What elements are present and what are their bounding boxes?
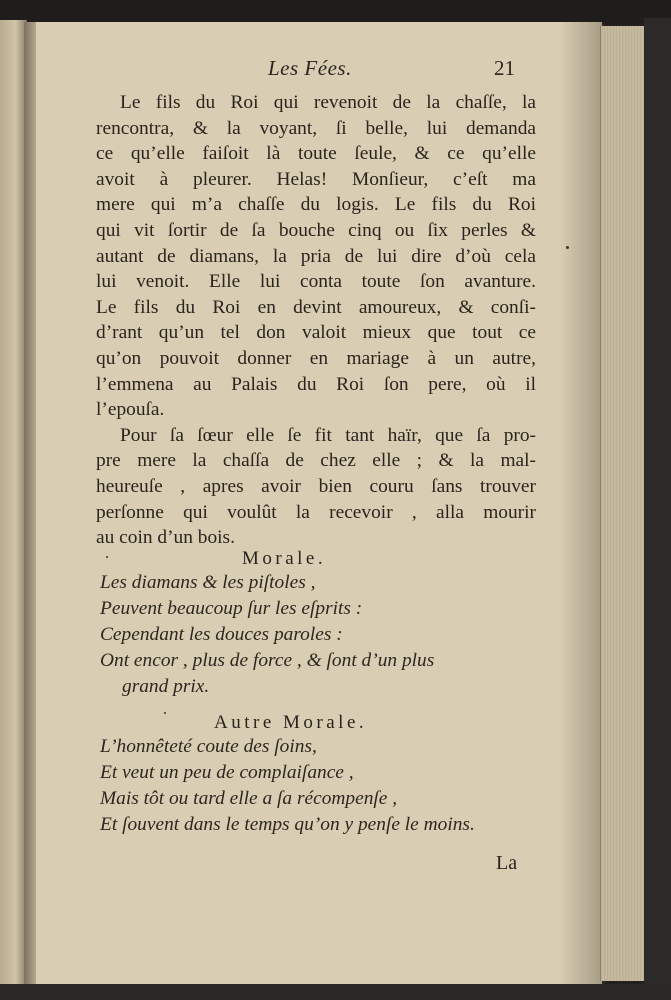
text-line: avoit à pleurer. Helas! Monſieur, c’eſt ma [96,168,536,190]
verse-line: Et ſouvent dans le temps qu’on y penſe le moins. [100,814,475,835]
verse-line: Et veut un peu de complaiſance , [100,762,354,783]
text-line: pre mere la chaſſa de chez elle ; & la mal- [96,450,536,472]
paper-speck [106,556,108,558]
moral-heading: Morale. [242,548,327,569]
text-line: mere qui m’a chaſſe du logis. Le fils du Roi [96,194,536,216]
text-line: l’epouſa. [96,399,165,421]
other-moral-heading: Autre Morale. [214,712,368,733]
text-line: perſonne qui voulût la recevoir , alla mourir [96,501,536,523]
text-line: qu’on pouvoit donner en mariage à un autre, [96,347,536,369]
facing-page-edge [0,20,27,985]
paragraph-2 [96,423,536,551]
moral-verse [100,570,530,700]
text-line: Pour ſa ſœur elle ſe fit tant haïr, que ſa pro- [120,424,536,446]
page-fore-edges [600,26,647,981]
text-line: ce qu’elle faiſoit là toute ſeule, & ce qu’elle [96,143,536,165]
book-cover-edge [644,18,671,993]
text-line: autant de diamans, la pria de lui dire d’où cela [96,245,536,267]
verse-line: Cependant les douces paroles : [100,624,343,645]
verse-line: Ont encor , plus de force , & ſont d’un plus [100,650,435,671]
page-number: 21 [494,56,515,80]
text-line: Le fils du Roi qui revenoit de la chaſſe, la [120,92,536,113]
top-board [0,0,671,24]
verse-line: Mais tôt ou tard elle a ſa récompenſe , [100,788,398,809]
verse-line: L’honnêteté coute des ſoins, [100,736,317,757]
verse-line: grand prix. [122,676,210,697]
paragraph-1 [96,90,536,423]
page-curve-shadow [560,22,605,984]
text-line: heureuſe , apres avoir bien couru ſans trouver [96,475,536,497]
running-head [36,56,602,86]
paper-speck [164,712,166,714]
text-line: rencontra, & la voyant, ſi belle, lui demanda [96,117,536,139]
catchword: La [496,852,518,874]
text-line: qui vit ſortir de ſa bouche cinq ou ſix perles & [96,219,536,241]
verse-line: Peuvent beaucoup ſur les eſprits : [100,598,363,619]
text-line: Le fils du Roi en devint amoureux, & conſi- [96,296,536,318]
paper-speck [566,246,569,249]
other-moral-verse [100,734,530,838]
text-line: l’emmena au Palais du Roi ſon pere, où il [96,373,536,395]
verse-line: Les diamans & les piſtoles , [100,572,316,593]
text-line: lui venoit. Elle lui conta toute ſon avanture. [96,271,536,293]
text-line: d’rant qu’un tel don valoit mieux que tout ce [96,322,536,344]
body-text [96,90,536,551]
bottom-board [0,984,671,1000]
text-line: au coin d’un bois. [96,527,235,549]
running-title: Les Fées. [268,56,352,80]
